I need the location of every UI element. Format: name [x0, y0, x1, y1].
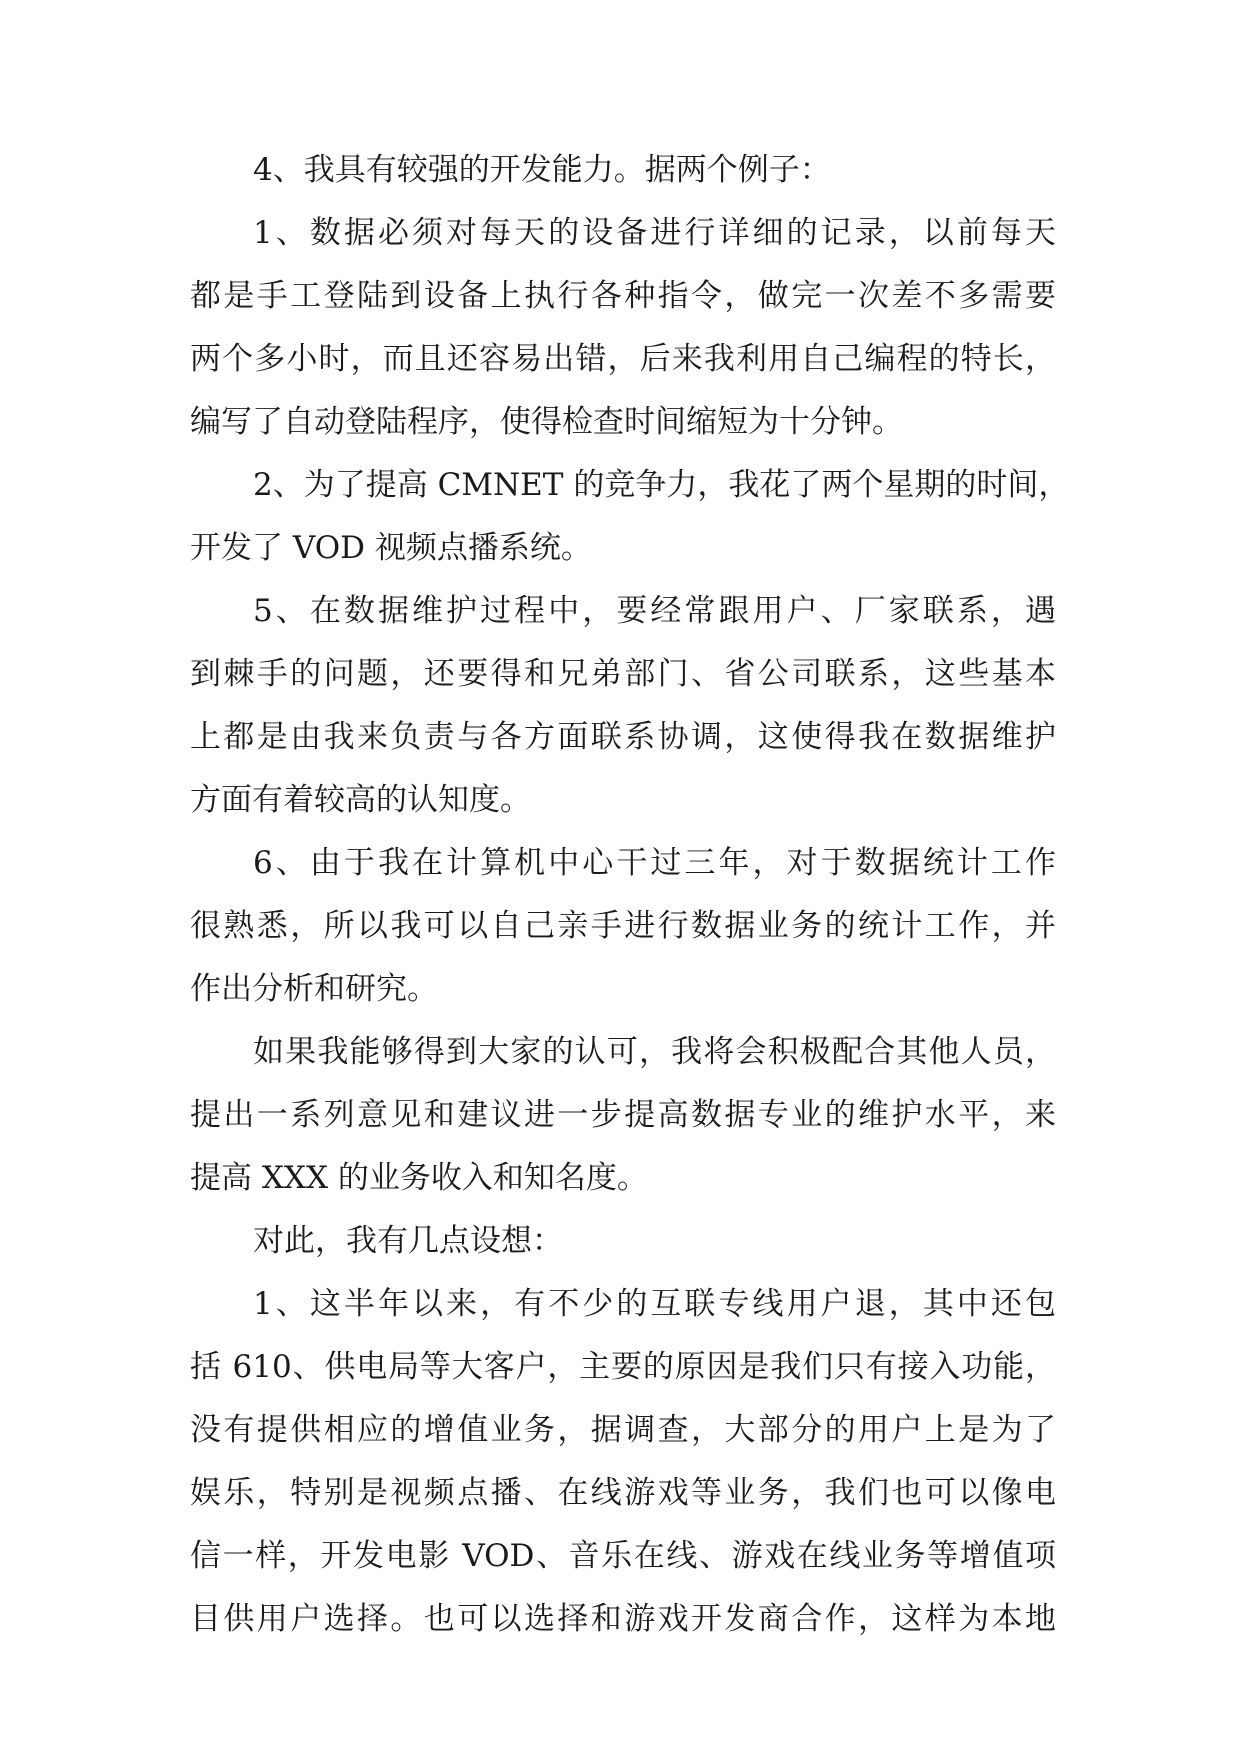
line-text: 括 610、供电局等大客户，主要的原因是我们只有接入功能，	[190, 1349, 1056, 1385]
paragraph-line	[0, 455, 1241, 515]
line-text: 1、数据必须对每天的设备进行详细的记录，以前每天	[253, 215, 1056, 251]
paragraph-line	[0, 959, 1241, 1019]
line-text: 6、由于我在计算机中心干过三年，对于数据统计工作	[253, 845, 1056, 881]
line-text: 信一样，开发电影 VOD、音乐在线、游戏在线业务等增值项	[190, 1538, 1056, 1574]
paragraph-line	[0, 329, 1241, 389]
line-text: 作出分析和研究。	[190, 971, 438, 1007]
paragraph-line	[0, 1211, 1241, 1271]
line-text: 提高 XXX 的业务收入和知名度。	[190, 1160, 648, 1196]
paragraph-line	[0, 581, 1241, 641]
paragraph-line	[0, 1274, 1241, 1334]
line-text: 编写了自动登陆程序，使得检查时间缩短为十分钟。	[190, 404, 903, 440]
paragraph-line	[0, 518, 1241, 578]
line-text: 到棘手的问题，还要得和兄弟部门、省公司联系，这些基本	[190, 656, 1056, 692]
paragraph-line	[0, 644, 1241, 704]
paragraph-line	[0, 896, 1241, 956]
paragraph-line	[0, 1022, 1241, 1082]
paragraph-line	[0, 1085, 1241, 1145]
line-text: 目供用户选择。也可以选择和游戏开发商合作，这样为本地	[190, 1601, 1056, 1637]
paragraph-line	[0, 1400, 1241, 1460]
paragraph-line	[0, 1463, 1241, 1523]
paragraph-line	[0, 203, 1241, 263]
line-text: 很熟悉，所以我可以自己亲手进行数据业务的统计工作，并	[190, 908, 1056, 944]
line-text: 方面有着较高的认知度。	[190, 782, 531, 818]
line-text: 对此，我有几点设想：	[253, 1223, 563, 1259]
paragraph-line	[0, 140, 1241, 200]
paragraph-line	[0, 707, 1241, 767]
paragraph-line	[0, 266, 1241, 326]
line-text: 5、在数据维护过程中，要经常跟用户、厂家联系，遇	[253, 593, 1056, 629]
line-text: 1、这半年以来，有不少的互联专线用户退，其中还包	[253, 1286, 1056, 1322]
line-text: 开发了 VOD 视频点播系统。	[190, 530, 592, 566]
line-text: 两个多小时，而且还容易出错，后来我利用自己编程的特长，	[190, 341, 1056, 377]
line-text: 没有提供相应的增值业务，据调查，大部分的用户上是为了	[190, 1412, 1056, 1448]
paragraph-line	[0, 770, 1241, 830]
paragraph-line	[0, 1337, 1241, 1397]
line-text: 娱乐，特别是视频点播、在线游戏等业务，我们也可以像电	[190, 1475, 1056, 1511]
paragraph-line	[0, 1526, 1241, 1586]
paragraph-line	[0, 833, 1241, 893]
line-text: 上都是由我来负责与各方面联系协调，这使得我在数据维护	[190, 719, 1056, 755]
line-text: 都是手工登陆到设备上执行各种指令，做完一次差不多需要	[190, 278, 1056, 314]
paragraph-line	[0, 1589, 1241, 1649]
paragraph-line	[0, 1148, 1241, 1208]
line-text: 2、为了提高 CMNET 的竞争力，我花了两个星期的时间，	[253, 467, 1070, 503]
line-text: 如果我能够得到大家的认可，我将会积极配合其他人员，	[253, 1034, 1056, 1070]
line-text: 4、我具有较强的开发能力。据两个例子：	[253, 152, 831, 188]
paragraph-line	[0, 392, 1241, 452]
line-text: 提出一系列意见和建议进一步提高数据专业的维护水平，来	[190, 1097, 1056, 1133]
